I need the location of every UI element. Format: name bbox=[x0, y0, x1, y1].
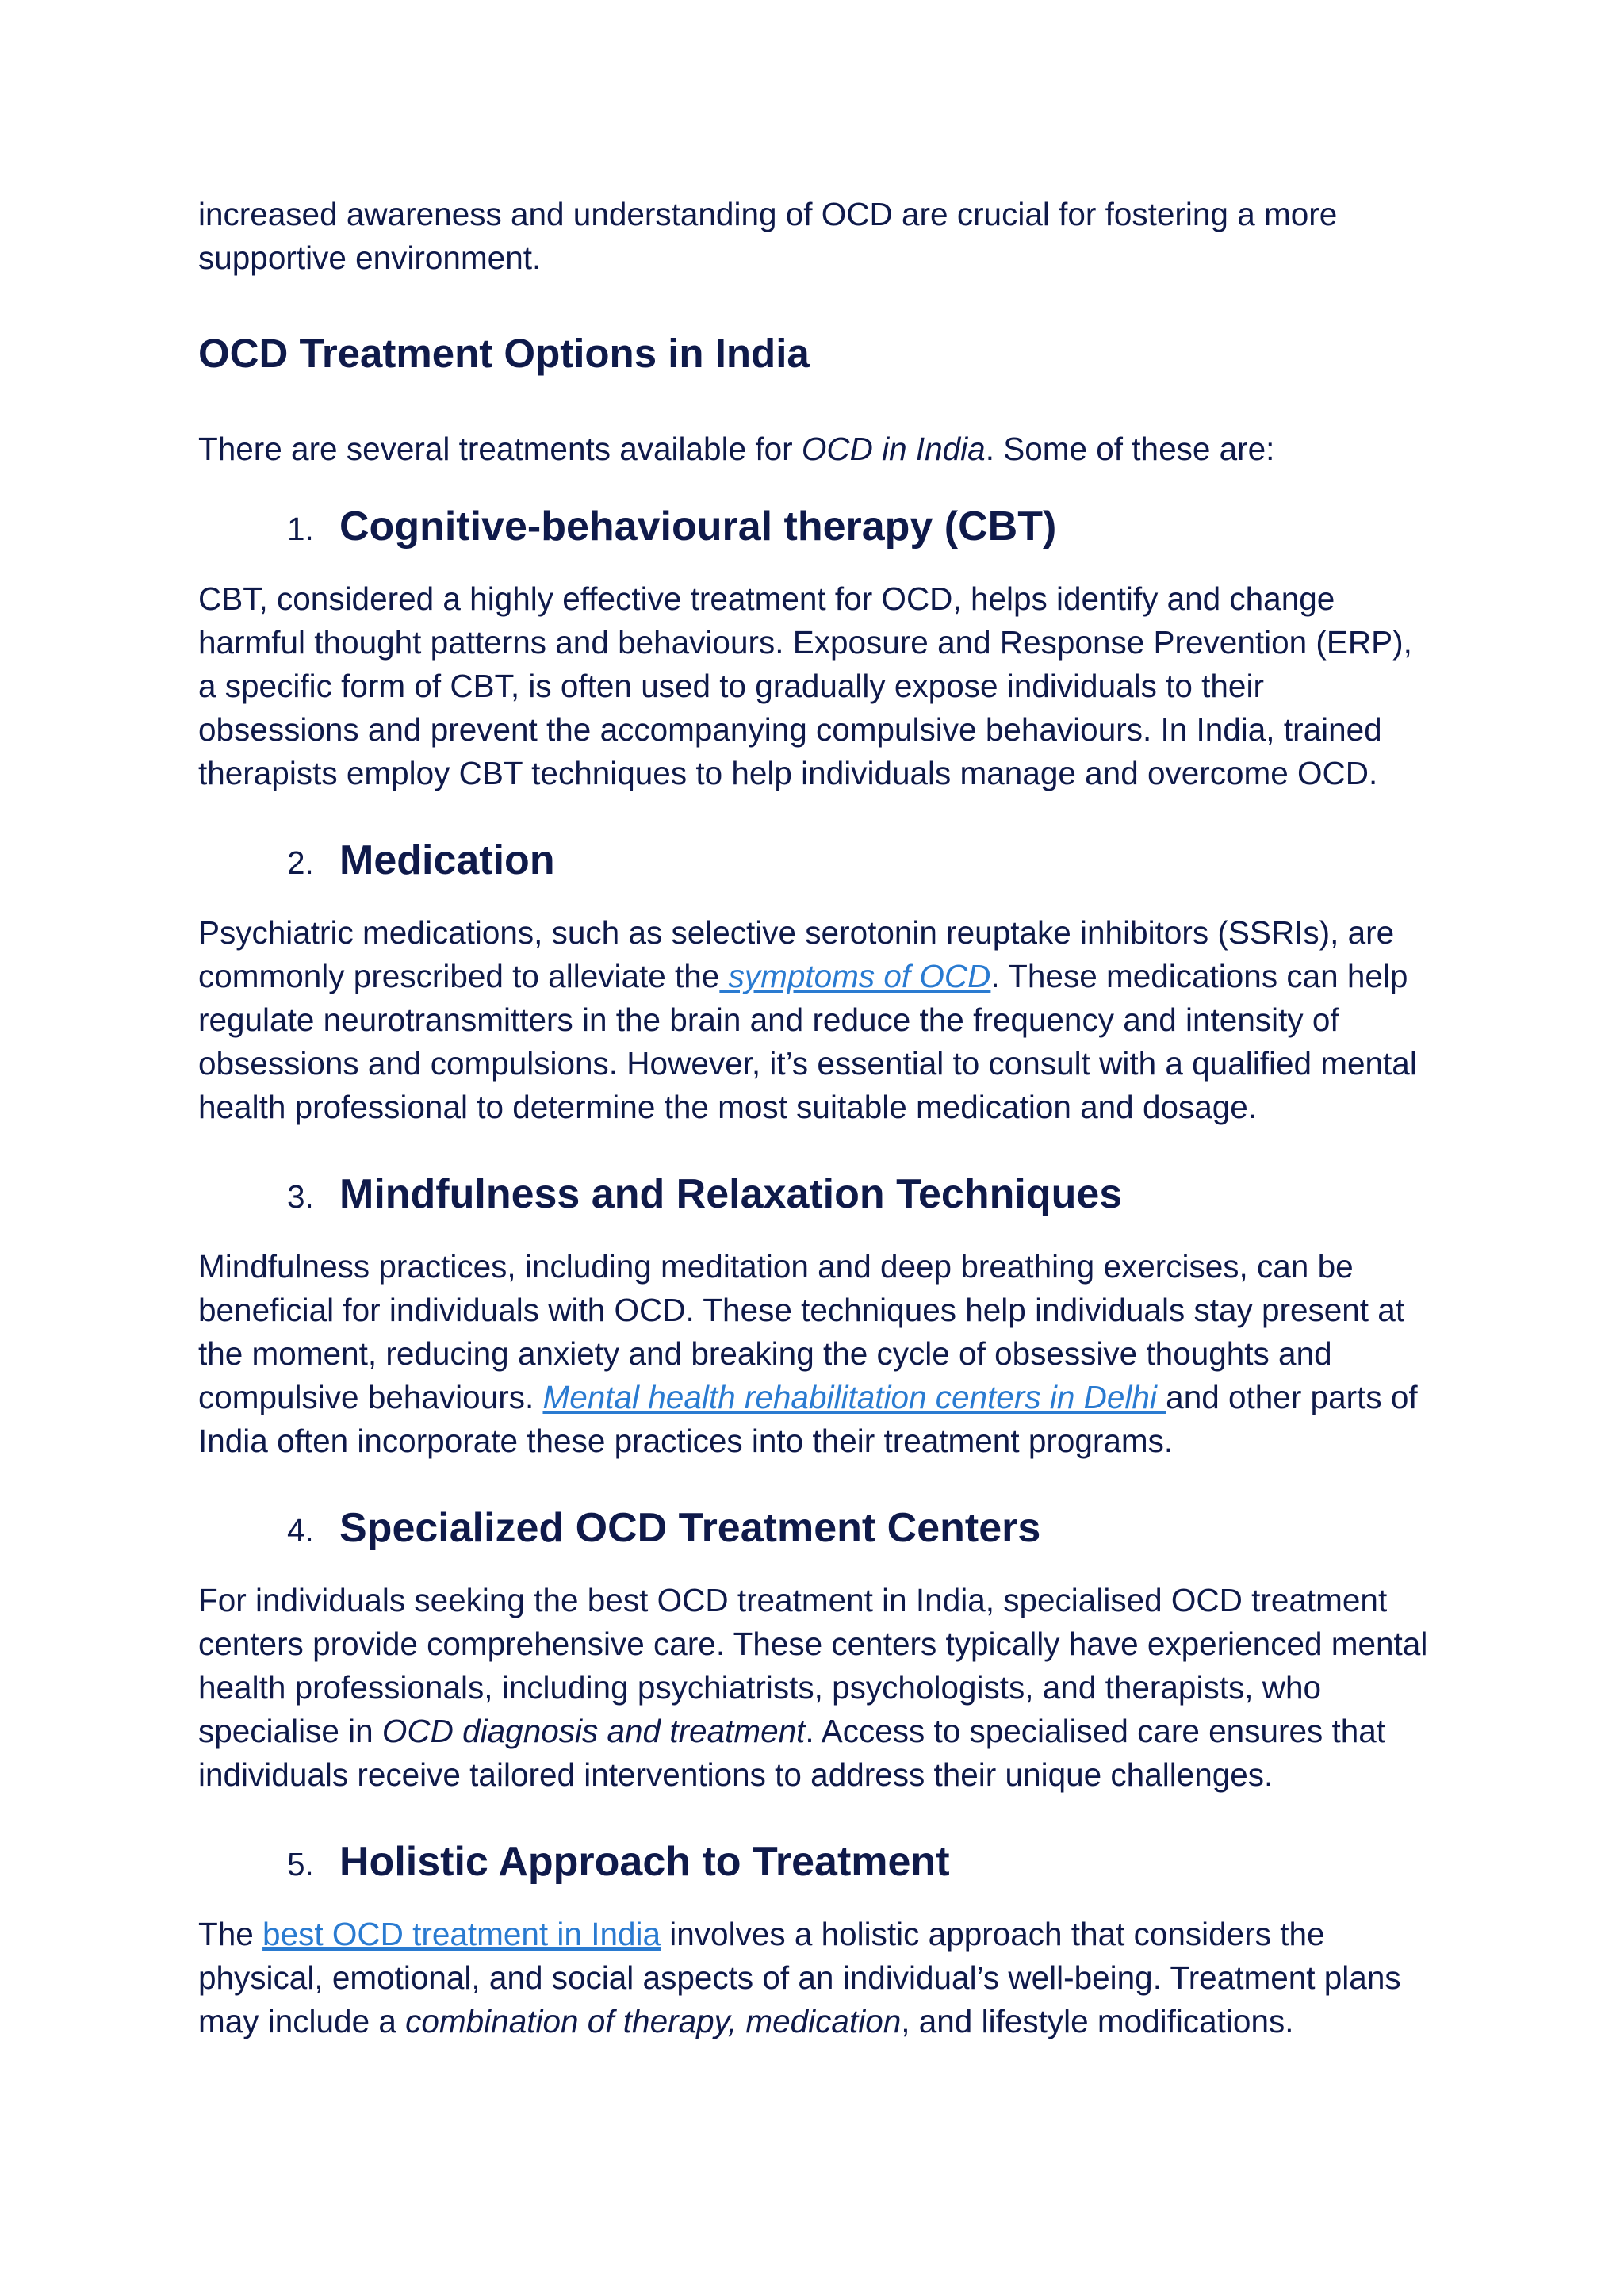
item-body-medication bbox=[198, 911, 1432, 1129]
body-text: For individuals seeking the best OCD treatment in India, specialised OCD treatment centers provide comprehensive care. These centers typically have experienced mental health professionals, including psychiatrists, psychologists, and therapists, who specialise in bbox=[198, 1582, 1428, 1749]
item-title-mindfulness: Mindfulness and Relaxation Techniques bbox=[339, 1171, 1123, 1217]
lead-text-italic: OCD in India bbox=[801, 431, 986, 467]
list-number: 4. bbox=[287, 1512, 314, 1549]
body-text: involves a holistic approach that considers the physical, emotional, and social aspects of an individual’s well-being. Treatment plans may include a bbox=[198, 1916, 1401, 2039]
list-item-heading-2 bbox=[198, 837, 1432, 884]
list-number: 3. bbox=[287, 1178, 314, 1215]
body-text-italic: OCD diagnosis and treatment bbox=[381, 1713, 806, 1749]
lead-text-after: . Some of these are: bbox=[985, 431, 1275, 467]
item-title-specialized-centers: Specialized OCD Treatment Centers bbox=[339, 1505, 1041, 1551]
item-body-holistic bbox=[198, 1913, 1432, 2043]
item-title-medication: Medication bbox=[339, 837, 555, 883]
item-body-mindfulness bbox=[198, 1245, 1432, 1463]
body-text: Psychiatric medications, such as selective serotonin reuptake inhibitors (SSRIs), are commonly prescribed to alleviate the bbox=[198, 914, 1395, 994]
list-item-heading-1 bbox=[198, 503, 1432, 550]
item-body-cbt: CBT, considered a highly effective treatment for OCD, helps identify and change harmful thought patterns and behaviours. Exposure and Response Prevention (ERP), a specific form of CBT, is often used to gradually expose individuals to their obsessions and prevent the accompanying compulsive behaviours. In India, trained therapists employ CBT techniques to help individuals manage and overcome OCD. bbox=[198, 580, 1412, 791]
list-item-heading-3 bbox=[198, 1170, 1432, 1218]
body-text: , and lifestyle modifications. bbox=[901, 2003, 1294, 2039]
list-number: 1. bbox=[287, 511, 314, 547]
item-body-specialized-centers bbox=[198, 1579, 1432, 1797]
list-item-heading-5 bbox=[198, 1838, 1432, 1886]
body-text-italic: combination of therapy, medication bbox=[405, 2003, 902, 2039]
item-title-cbt: Cognitive-behavioural therapy (CBT) bbox=[339, 504, 1057, 550]
body-text: . Access to specialised care ensures that individuals receive tailored interventions to address their unique challenges. bbox=[198, 1713, 1386, 1793]
lead-paragraph bbox=[198, 427, 1432, 471]
best-ocd-treatment-link[interactable]: best OCD treatment in India bbox=[262, 1916, 661, 1952]
lead-text-before: There are several treatments available for bbox=[198, 431, 802, 467]
intro-paragraph: increased awareness and understanding of OCD are crucial for fostering a more supportive environment. bbox=[198, 196, 1338, 276]
body-text: Mindfulness practices, including meditation and deep breathing exercises, can be beneficial for individuals with OCD. These techniques help individuals stay present at the moment, reducing anxiety and breaking the cycle of obsessive thoughts and compulsive behaviours. bbox=[198, 1248, 1405, 1415]
rehab-centers-delhi-link[interactable]: Mental health rehabilitation centers in Delhi bbox=[542, 1379, 1166, 1415]
list-number: 2. bbox=[287, 844, 314, 881]
section-title: OCD Treatment Options in India bbox=[198, 331, 810, 376]
symptoms-of-ocd-link[interactable]: symptoms of OCD bbox=[719, 958, 991, 994]
list-item-heading-4 bbox=[198, 1504, 1432, 1552]
list-number: 5. bbox=[287, 1846, 314, 1882]
body-text: The bbox=[198, 1916, 263, 1952]
item-title-holistic: Holistic Approach to Treatment bbox=[339, 1839, 950, 1885]
body-text: . These medications can help regulate neurotransmitters in the brain and reduce the frequency and intensity of obsessions and compulsions. However, it’s essential to consult with a qualified mental health professional to determine the most suitable medication and dosage. bbox=[198, 958, 1417, 1125]
body-text: and other parts of India often incorporate these practices into their treatment programs. bbox=[198, 1379, 1418, 1459]
